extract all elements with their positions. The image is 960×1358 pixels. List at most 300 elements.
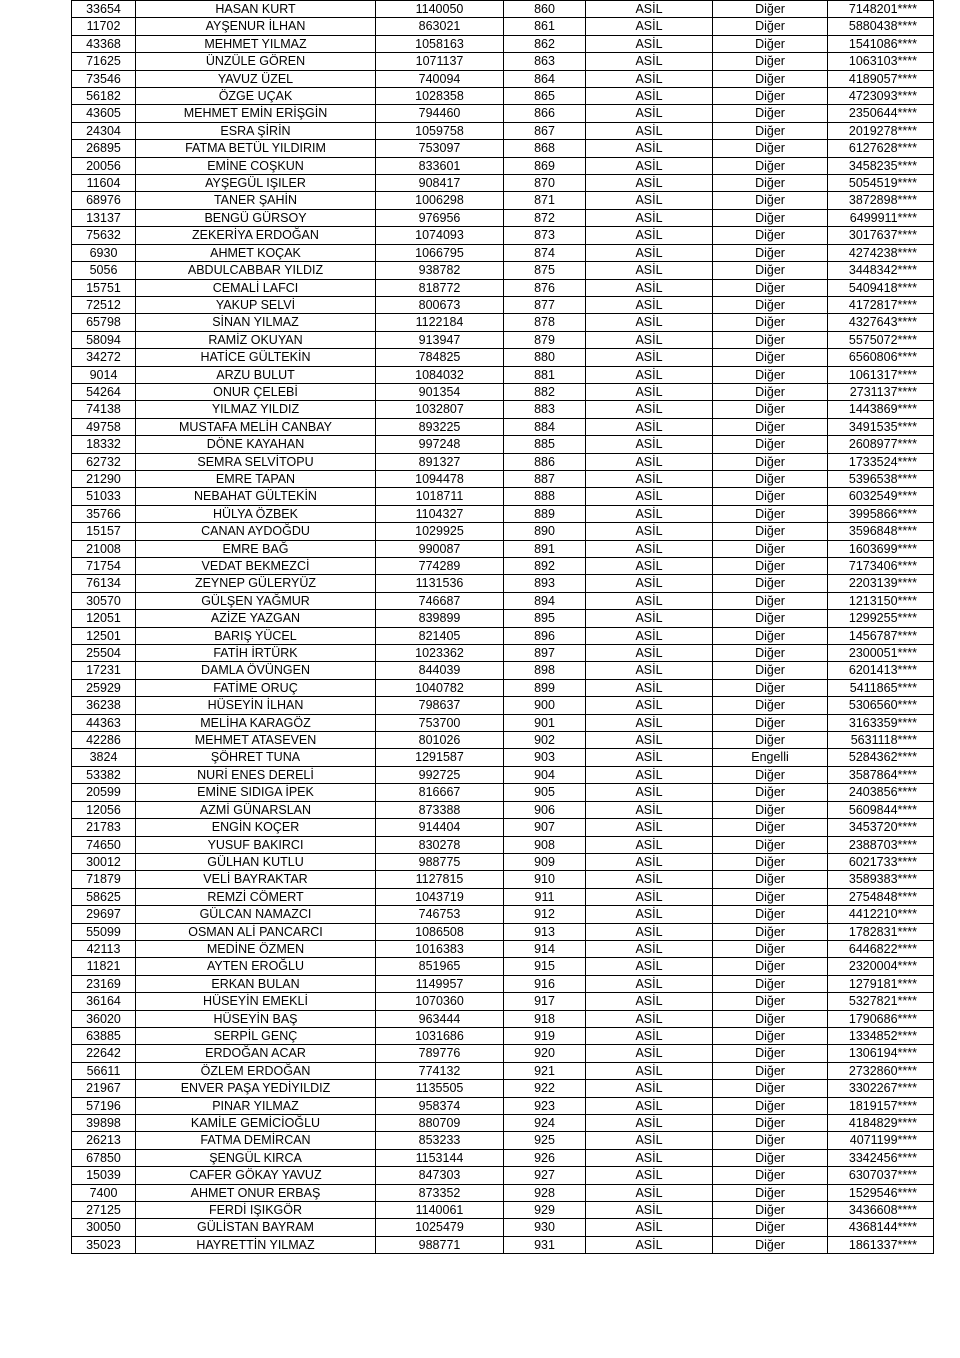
cell-application-no: 22642 bbox=[72, 1045, 136, 1062]
cell-full-name: ÖZGE UÇAK bbox=[136, 88, 376, 105]
table-row bbox=[72, 279, 934, 296]
cell-score: 958374 bbox=[376, 1097, 504, 1114]
cell-score: 988771 bbox=[376, 1236, 504, 1253]
cell-rank: 880 bbox=[504, 349, 586, 366]
cell-score: 1025479 bbox=[376, 1219, 504, 1236]
table-row bbox=[72, 1167, 934, 1184]
cell-tc-id: 6499911**** bbox=[828, 209, 934, 226]
cell-application-no: 55099 bbox=[72, 923, 136, 940]
cell-status: ASİL bbox=[586, 18, 713, 35]
cell-application-no: 56182 bbox=[72, 88, 136, 105]
table-row bbox=[72, 157, 934, 174]
cell-score: 830278 bbox=[376, 836, 504, 853]
cell-application-no: 21290 bbox=[72, 470, 136, 487]
cell-application-no: 12501 bbox=[72, 627, 136, 644]
cell-tc-id: 3491535**** bbox=[828, 418, 934, 435]
cell-application-no: 62732 bbox=[72, 453, 136, 470]
cell-application-no: 18332 bbox=[72, 436, 136, 453]
cell-category: Diğer bbox=[713, 732, 828, 749]
cell-tc-id: 1603699**** bbox=[828, 540, 934, 557]
cell-full-name: HÜLYA ÖZBEK bbox=[136, 505, 376, 522]
table-row bbox=[72, 558, 934, 575]
cell-rank: 865 bbox=[504, 88, 586, 105]
table-row bbox=[72, 35, 934, 52]
cell-score: 1023362 bbox=[376, 645, 504, 662]
cell-category: Diğer bbox=[713, 1202, 828, 1219]
cell-status: ASİL bbox=[586, 1, 713, 18]
table-row bbox=[72, 662, 934, 679]
cell-rank: 882 bbox=[504, 383, 586, 400]
cell-full-name: MEHMET YILMAZ bbox=[136, 35, 376, 52]
cell-application-no: 26895 bbox=[72, 140, 136, 157]
cell-category: Diğer bbox=[713, 575, 828, 592]
cell-application-no: 17231 bbox=[72, 662, 136, 679]
cell-status: ASİL bbox=[586, 958, 713, 975]
cell-category: Diğer bbox=[713, 105, 828, 122]
cell-application-no: 43605 bbox=[72, 105, 136, 122]
cell-full-name: AHMET KOÇAK bbox=[136, 244, 376, 261]
cell-score: 1043719 bbox=[376, 888, 504, 905]
cell-application-no: 5056 bbox=[72, 262, 136, 279]
cell-tc-id: 3589383**** bbox=[828, 871, 934, 888]
cell-application-no: 11604 bbox=[72, 175, 136, 192]
cell-application-no: 26213 bbox=[72, 1132, 136, 1149]
cell-category: Diğer bbox=[713, 801, 828, 818]
table-row bbox=[72, 801, 934, 818]
cell-rank: 929 bbox=[504, 1202, 586, 1219]
table-row bbox=[72, 749, 934, 766]
cell-rank: 877 bbox=[504, 296, 586, 313]
cell-score: 821405 bbox=[376, 627, 504, 644]
cell-application-no: 11821 bbox=[72, 958, 136, 975]
cell-application-no: 9014 bbox=[72, 366, 136, 383]
cell-category: Diğer bbox=[713, 279, 828, 296]
cell-status: ASİL bbox=[586, 540, 713, 557]
cell-application-no: 12056 bbox=[72, 801, 136, 818]
cell-status: ASİL bbox=[586, 923, 713, 940]
cell-full-name: SEMRA SELVİTOPU bbox=[136, 453, 376, 470]
cell-application-no: 15157 bbox=[72, 523, 136, 540]
cell-category: Diğer bbox=[713, 645, 828, 662]
cell-full-name: AYŞENUR İLHAN bbox=[136, 18, 376, 35]
cell-full-name: ŞÖHRET TUNA bbox=[136, 749, 376, 766]
table-row bbox=[72, 1010, 934, 1027]
cell-application-no: 63885 bbox=[72, 1027, 136, 1044]
cell-tc-id: 1063103**** bbox=[828, 53, 934, 70]
cell-score: 1140061 bbox=[376, 1202, 504, 1219]
cell-category: Diğer bbox=[713, 401, 828, 418]
cell-category: Diğer bbox=[713, 418, 828, 435]
cell-status: ASİL bbox=[586, 35, 713, 52]
table-row bbox=[72, 523, 934, 540]
cell-full-name: EMİNE COŞKUN bbox=[136, 157, 376, 174]
cell-status: ASİL bbox=[586, 209, 713, 226]
cell-status: ASİL bbox=[586, 801, 713, 818]
table-row bbox=[72, 714, 934, 731]
cell-status: ASİL bbox=[586, 1027, 713, 1044]
cell-score: 1135505 bbox=[376, 1080, 504, 1097]
cell-full-name: ENVER PAŞA YEDİYILDIZ bbox=[136, 1080, 376, 1097]
cell-rank: 898 bbox=[504, 662, 586, 679]
cell-application-no: 42286 bbox=[72, 732, 136, 749]
cell-rank: 928 bbox=[504, 1184, 586, 1201]
cell-score: 816667 bbox=[376, 784, 504, 801]
cell-tc-id: 2732860**** bbox=[828, 1062, 934, 1079]
cell-rank: 903 bbox=[504, 749, 586, 766]
cell-rank: 871 bbox=[504, 192, 586, 209]
table-row bbox=[72, 940, 934, 957]
cell-full-name: MELİHA KARAGÖZ bbox=[136, 714, 376, 731]
cell-rank: 864 bbox=[504, 70, 586, 87]
cell-tc-id: 3596848**** bbox=[828, 523, 934, 540]
cell-full-name: SİNAN YILMAZ bbox=[136, 314, 376, 331]
cell-rank: 923 bbox=[504, 1097, 586, 1114]
cell-rank: 867 bbox=[504, 122, 586, 139]
cell-application-no: 43368 bbox=[72, 35, 136, 52]
cell-full-name: AHMET ONUR ERBAŞ bbox=[136, 1184, 376, 1201]
cell-status: ASİL bbox=[586, 714, 713, 731]
cell-status: ASİL bbox=[586, 1097, 713, 1114]
cell-rank: 900 bbox=[504, 697, 586, 714]
cell-status: ASİL bbox=[586, 1236, 713, 1253]
cell-full-name: ENGİN KOÇER bbox=[136, 819, 376, 836]
cell-full-name: HÜSEYİN EMEKLİ bbox=[136, 993, 376, 1010]
cell-rank: 879 bbox=[504, 331, 586, 348]
table-row bbox=[72, 906, 934, 923]
cell-tc-id: 5284362**** bbox=[828, 749, 934, 766]
cell-tc-id: 6446822**** bbox=[828, 940, 934, 957]
cell-tc-id: 6560806**** bbox=[828, 349, 934, 366]
cell-rank: 886 bbox=[504, 453, 586, 470]
cell-application-no: 21008 bbox=[72, 540, 136, 557]
cell-status: ASİL bbox=[586, 331, 713, 348]
table-row bbox=[72, 1149, 934, 1166]
cell-full-name: EMİNE SIDIGA İPEK bbox=[136, 784, 376, 801]
cell-category: Engelli bbox=[713, 749, 828, 766]
cell-score: 1131536 bbox=[376, 575, 504, 592]
cell-full-name: GÜLŞEN YAĞMUR bbox=[136, 592, 376, 609]
cell-application-no: 34272 bbox=[72, 349, 136, 366]
cell-status: ASİL bbox=[586, 122, 713, 139]
cell-full-name: PINAR YILMAZ bbox=[136, 1097, 376, 1114]
cell-category: Diğer bbox=[713, 1236, 828, 1253]
table-row bbox=[72, 296, 934, 313]
cell-status: ASİL bbox=[586, 523, 713, 540]
table-row bbox=[72, 1132, 934, 1149]
cell-tc-id: 6127628**** bbox=[828, 140, 934, 157]
cell-application-no: 67850 bbox=[72, 1149, 136, 1166]
cell-tc-id: 3587864**** bbox=[828, 766, 934, 783]
cell-application-no: 7400 bbox=[72, 1184, 136, 1201]
cell-score: 992725 bbox=[376, 766, 504, 783]
cell-rank: 892 bbox=[504, 558, 586, 575]
cell-score: 1291587 bbox=[376, 749, 504, 766]
cell-application-no: 20056 bbox=[72, 157, 136, 174]
table-row bbox=[72, 418, 934, 435]
cell-score: 913947 bbox=[376, 331, 504, 348]
cell-tc-id: 3342456**** bbox=[828, 1149, 934, 1166]
cell-status: ASİL bbox=[586, 766, 713, 783]
cell-application-no: 11702 bbox=[72, 18, 136, 35]
table-row bbox=[72, 1045, 934, 1062]
cell-tc-id: 1443869**** bbox=[828, 401, 934, 418]
table-row bbox=[72, 488, 934, 505]
cell-full-name: EMRE BAĞ bbox=[136, 540, 376, 557]
cell-tc-id: 2754848**** bbox=[828, 888, 934, 905]
cell-score: 1094478 bbox=[376, 470, 504, 487]
cell-application-no: 74650 bbox=[72, 836, 136, 853]
cell-application-no: 35766 bbox=[72, 505, 136, 522]
cell-category: Diğer bbox=[713, 209, 828, 226]
cell-tc-id: 4172817**** bbox=[828, 296, 934, 313]
cell-category: Diğer bbox=[713, 592, 828, 609]
cell-category: Diğer bbox=[713, 296, 828, 313]
cell-tc-id: 2403856**** bbox=[828, 784, 934, 801]
table-row bbox=[72, 122, 934, 139]
cell-score: 1059758 bbox=[376, 122, 504, 139]
cell-application-no: 21967 bbox=[72, 1080, 136, 1097]
cell-rank: 925 bbox=[504, 1132, 586, 1149]
results-table bbox=[71, 0, 934, 1254]
cell-application-no: 68976 bbox=[72, 192, 136, 209]
table-row bbox=[72, 784, 934, 801]
cell-tc-id: 3017637**** bbox=[828, 227, 934, 244]
cell-score: 774132 bbox=[376, 1062, 504, 1079]
cell-full-name: FATİH İRTÜRK bbox=[136, 645, 376, 662]
cell-full-name: MUSTAFA MELİH CANBAY bbox=[136, 418, 376, 435]
cell-category: Diğer bbox=[713, 1149, 828, 1166]
cell-rank: 894 bbox=[504, 592, 586, 609]
cell-application-no: 30570 bbox=[72, 592, 136, 609]
cell-tc-id: 4184829**** bbox=[828, 1115, 934, 1132]
cell-application-no: 71879 bbox=[72, 871, 136, 888]
cell-application-no: 58625 bbox=[72, 888, 136, 905]
cell-score: 976956 bbox=[376, 209, 504, 226]
cell-score: 798637 bbox=[376, 697, 504, 714]
cell-score: 851965 bbox=[376, 958, 504, 975]
cell-status: ASİL bbox=[586, 871, 713, 888]
cell-rank: 906 bbox=[504, 801, 586, 818]
cell-status: ASİL bbox=[586, 505, 713, 522]
table-row bbox=[72, 1184, 934, 1201]
cell-score: 893225 bbox=[376, 418, 504, 435]
table-row bbox=[72, 1062, 934, 1079]
cell-rank: 901 bbox=[504, 714, 586, 731]
table-row bbox=[72, 592, 934, 609]
table-row bbox=[72, 436, 934, 453]
cell-tc-id: 1299255**** bbox=[828, 610, 934, 627]
cell-application-no: 76134 bbox=[72, 575, 136, 592]
cell-full-name: HASAN KURT bbox=[136, 1, 376, 18]
cell-status: ASİL bbox=[586, 1010, 713, 1027]
cell-tc-id: 3458235**** bbox=[828, 157, 934, 174]
cell-status: ASİL bbox=[586, 1080, 713, 1097]
cell-status: ASİL bbox=[586, 906, 713, 923]
cell-score: 1066795 bbox=[376, 244, 504, 261]
table-row bbox=[72, 175, 934, 192]
table-row bbox=[72, 18, 934, 35]
cell-application-no: 42113 bbox=[72, 940, 136, 957]
cell-full-name: ZEYNEP GÜLERYÜZ bbox=[136, 575, 376, 592]
table-row bbox=[72, 645, 934, 662]
cell-score: 746753 bbox=[376, 906, 504, 923]
cell-tc-id: 1061317**** bbox=[828, 366, 934, 383]
cell-tc-id: 7148201**** bbox=[828, 1, 934, 18]
cell-status: ASİL bbox=[586, 53, 713, 70]
cell-tc-id: 5880438**** bbox=[828, 18, 934, 35]
cell-rank: 896 bbox=[504, 627, 586, 644]
cell-category: Diğer bbox=[713, 1, 828, 18]
cell-tc-id: 5575072**** bbox=[828, 331, 934, 348]
cell-tc-id: 1541086**** bbox=[828, 35, 934, 52]
cell-full-name: ZEKERİYA ERDOĞAN bbox=[136, 227, 376, 244]
cell-category: Diğer bbox=[713, 1027, 828, 1044]
table-row bbox=[72, 679, 934, 696]
cell-rank: 912 bbox=[504, 906, 586, 923]
cell-tc-id: 1334852**** bbox=[828, 1027, 934, 1044]
table-row bbox=[72, 105, 934, 122]
cell-category: Diğer bbox=[713, 784, 828, 801]
cell-score: 853233 bbox=[376, 1132, 504, 1149]
cell-score: 873388 bbox=[376, 801, 504, 818]
cell-application-no: 75632 bbox=[72, 227, 136, 244]
table-row bbox=[72, 209, 934, 226]
cell-full-name: GÜLHAN KUTLU bbox=[136, 853, 376, 870]
cell-full-name: ESRA ŞİRİN bbox=[136, 122, 376, 139]
cell-rank: 905 bbox=[504, 784, 586, 801]
cell-application-no: 6930 bbox=[72, 244, 136, 261]
cell-rank: 914 bbox=[504, 940, 586, 957]
cell-application-no: 25929 bbox=[72, 679, 136, 696]
cell-rank: 890 bbox=[504, 523, 586, 540]
cell-status: ASİL bbox=[586, 105, 713, 122]
cell-rank: 869 bbox=[504, 157, 586, 174]
table-row bbox=[72, 871, 934, 888]
cell-status: ASİL bbox=[586, 592, 713, 609]
table-row bbox=[72, 262, 934, 279]
cell-full-name: MEDİNE ÖZMEN bbox=[136, 940, 376, 957]
cell-score: 938782 bbox=[376, 262, 504, 279]
cell-tc-id: 4071199**** bbox=[828, 1132, 934, 1149]
cell-category: Diğer bbox=[713, 140, 828, 157]
cell-status: ASİL bbox=[586, 1045, 713, 1062]
cell-tc-id: 3872898**** bbox=[828, 192, 934, 209]
cell-category: Diğer bbox=[713, 610, 828, 627]
cell-score: 1016383 bbox=[376, 940, 504, 957]
cell-full-name: ERDOĞAN ACAR bbox=[136, 1045, 376, 1062]
cell-status: ASİL bbox=[586, 645, 713, 662]
cell-score: 1149957 bbox=[376, 975, 504, 992]
cell-status: ASİL bbox=[586, 627, 713, 644]
cell-full-name: FATİME ORUÇ bbox=[136, 679, 376, 696]
cell-rank: 921 bbox=[504, 1062, 586, 1079]
cell-full-name: REMZİ CÖMERT bbox=[136, 888, 376, 905]
cell-score: 1006298 bbox=[376, 192, 504, 209]
cell-category: Diğer bbox=[713, 540, 828, 557]
cell-category: Diğer bbox=[713, 1132, 828, 1149]
cell-full-name: TANER ŞAHİN bbox=[136, 192, 376, 209]
cell-status: ASİL bbox=[586, 401, 713, 418]
table-row bbox=[72, 88, 934, 105]
cell-full-name: MEHMET ATASEVEN bbox=[136, 732, 376, 749]
table-row bbox=[72, 314, 934, 331]
table-row bbox=[72, 923, 934, 940]
cell-tc-id: 4274238**** bbox=[828, 244, 934, 261]
cell-category: Diğer bbox=[713, 366, 828, 383]
table-row bbox=[72, 331, 934, 348]
cell-score: 753700 bbox=[376, 714, 504, 731]
cell-tc-id: 3302267**** bbox=[828, 1080, 934, 1097]
cell-category: Diğer bbox=[713, 470, 828, 487]
cell-full-name: YAKUP SELVİ bbox=[136, 296, 376, 313]
cell-score: 740094 bbox=[376, 70, 504, 87]
cell-score: 914404 bbox=[376, 819, 504, 836]
cell-tc-id: 3436608**** bbox=[828, 1202, 934, 1219]
cell-application-no: 39898 bbox=[72, 1115, 136, 1132]
cell-status: ASİL bbox=[586, 157, 713, 174]
cell-category: Diğer bbox=[713, 70, 828, 87]
cell-full-name: VELİ BAYRAKTAR bbox=[136, 871, 376, 888]
cell-status: ASİL bbox=[586, 314, 713, 331]
cell-application-no: 13137 bbox=[72, 209, 136, 226]
cell-category: Diğer bbox=[713, 871, 828, 888]
cell-full-name: EMRE TAPAN bbox=[136, 470, 376, 487]
cell-tc-id: 1733524**** bbox=[828, 453, 934, 470]
cell-score: 839899 bbox=[376, 610, 504, 627]
cell-status: ASİL bbox=[586, 836, 713, 853]
table-row bbox=[72, 1236, 934, 1253]
cell-tc-id: 1861337**** bbox=[828, 1236, 934, 1253]
cell-category: Diğer bbox=[713, 923, 828, 940]
cell-score: 908417 bbox=[376, 175, 504, 192]
cell-category: Diğer bbox=[713, 157, 828, 174]
cell-application-no: 58094 bbox=[72, 331, 136, 348]
cell-category: Diğer bbox=[713, 958, 828, 975]
cell-rank: 927 bbox=[504, 1167, 586, 1184]
cell-rank: 918 bbox=[504, 1010, 586, 1027]
cell-full-name: BARIŞ YÜCEL bbox=[136, 627, 376, 644]
cell-full-name: ABDULCABBAR YILDIZ bbox=[136, 262, 376, 279]
cell-rank: 920 bbox=[504, 1045, 586, 1062]
cell-score: 774289 bbox=[376, 558, 504, 575]
cell-category: Diğer bbox=[713, 505, 828, 522]
cell-category: Diğer bbox=[713, 88, 828, 105]
cell-application-no: 15751 bbox=[72, 279, 136, 296]
cell-full-name: HAYRETTİN YILMAZ bbox=[136, 1236, 376, 1253]
cell-application-no: 29697 bbox=[72, 906, 136, 923]
cell-rank: 884 bbox=[504, 418, 586, 435]
table-row bbox=[72, 1202, 934, 1219]
cell-rank: 909 bbox=[504, 853, 586, 870]
cell-status: ASİL bbox=[586, 244, 713, 261]
cell-tc-id: 3453720**** bbox=[828, 819, 934, 836]
cell-application-no: 51033 bbox=[72, 488, 136, 505]
cell-application-no: 49758 bbox=[72, 418, 136, 435]
cell-status: ASİL bbox=[586, 940, 713, 957]
cell-score: 1153144 bbox=[376, 1149, 504, 1166]
cell-full-name: FATMA BETÜL YILDIRIM bbox=[136, 140, 376, 157]
cell-rank: 904 bbox=[504, 766, 586, 783]
cell-application-no: 36164 bbox=[72, 993, 136, 1010]
table-row bbox=[72, 453, 934, 470]
cell-tc-id: 2203139**** bbox=[828, 575, 934, 592]
cell-tc-id: 1819157**** bbox=[828, 1097, 934, 1114]
cell-score: 997248 bbox=[376, 436, 504, 453]
cell-score: 1040782 bbox=[376, 679, 504, 696]
cell-score: 1070360 bbox=[376, 993, 504, 1010]
cell-status: ASİL bbox=[586, 1184, 713, 1201]
cell-application-no: 30012 bbox=[72, 853, 136, 870]
